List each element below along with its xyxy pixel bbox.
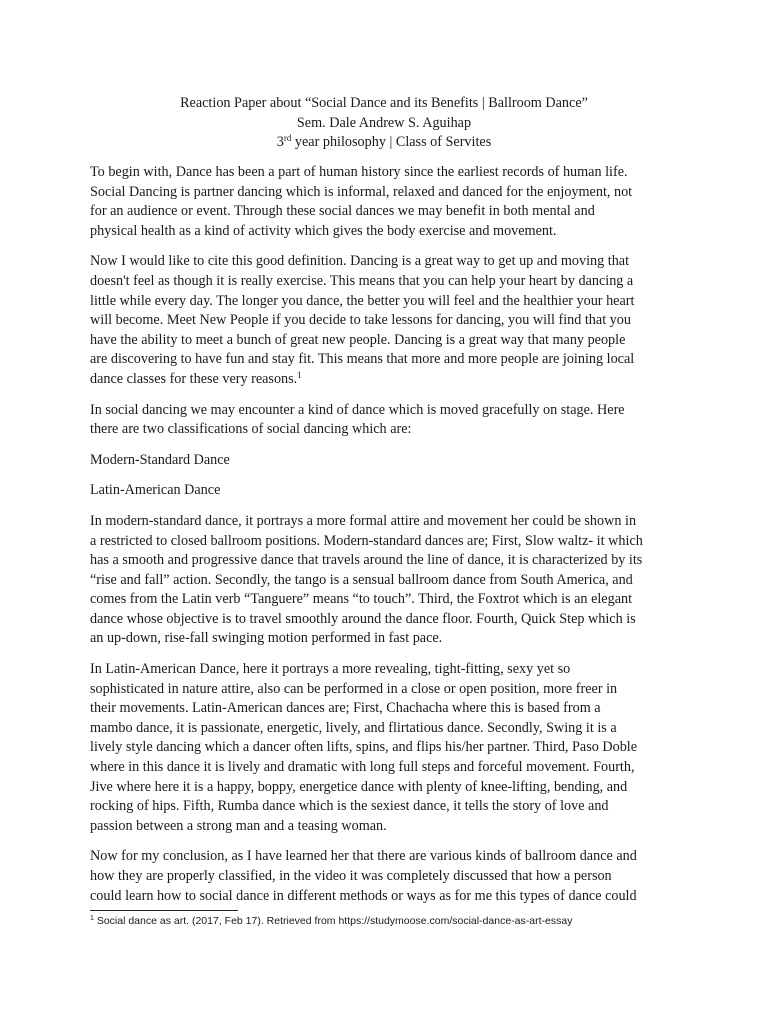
class-info (0, 133, 768, 153)
text-line: In modern-standard dance, it portrays a more formal attire and movement her could be shown in (90, 512, 637, 529)
document-body (90, 163, 680, 917)
text-line: mambo dance, it is passionate, energetic, lively, and flirtatious dance. Secondly, Swing it is a (90, 719, 617, 736)
text-line: In social dancing we may encounter a kind of dance which is moved gracefully on stage. Here (90, 401, 625, 418)
paragraph-conclusion (90, 847, 680, 906)
text-line: To begin with, Dance has been a part of human history since the earliest records of human life. (90, 164, 628, 180)
text-line: could learn how to social dance in different methods or ways as for me this types of dance could (90, 887, 637, 904)
class-ordinal-suffix: rd (283, 133, 292, 143)
text-line: Latin-American Dance (90, 482, 221, 499)
class-rest: year philosophy | Class of Servites (291, 134, 492, 150)
text-line: there are two classifications of social dancing which are: (90, 421, 412, 438)
footnote-marker: 1 (90, 915, 94, 922)
text-line: “rise and fall” action. Secondly, the tango is a sensual ballroom dance from South America, and (90, 571, 633, 588)
author-name: Sem. Dale Andrew S. Aguihap (296, 114, 472, 131)
text-line: Modern-Standard Dance (90, 451, 230, 468)
text-line: Now for my conclusion, as I have learned her that there are various kinds of ballroom dance and (90, 848, 637, 865)
text-line: comes from the Latin verb “Tanguere” means “to touch”. Third, the Foxtrot which is an elegant (90, 591, 633, 608)
text-line: have the ability to meet a bunch of great new people. Dancing is a great way that many people (90, 331, 626, 348)
paragraph-modern-standard (90, 512, 680, 649)
text-line: rocking of hips. Fifth, Rumba dance which is the sexiest dance, it tells the story of love and (90, 798, 609, 815)
footnote-reference[interactable]: 1 (297, 369, 302, 380)
footnote-separator (90, 910, 238, 911)
text-line: sophisticated in nature attire, also can be performed in a close or open position, more freer in (90, 680, 618, 697)
text-line: their movements. Latin-American dances are; First, Chachacha where this is based from a (90, 700, 601, 717)
text-line: little while every day. The longer you dance, the better you will feel and the healthier your heart (90, 292, 635, 309)
text-line: for an audience or event. Through these social dances we may benefit in both mental and (90, 203, 595, 220)
document-header (0, 94, 768, 153)
text-line: physical health as a kind of activity which gives the body exercise and movement. (90, 222, 557, 239)
text-line: where in this dance it is lively and dramatic with long full steps and forceful movement. Fourth, (90, 759, 635, 776)
footnote (90, 914, 572, 928)
text-line: Jive where here it is a happy, boppy, energetice dance with plenty of knee-lifting, bending, and (90, 778, 628, 795)
text-line: doesn't feel as though it is really exercise. This means that you can help your heart by dancing a (90, 272, 634, 289)
paper-title: Reaction Paper about “Social Dance and its Benefits | Ballroom Dance” (180, 95, 588, 111)
text-line: an up-down, rise-fall swinging motion performed in fast pace. (90, 630, 443, 647)
paragraph-latin-american-heading (90, 481, 680, 501)
text-line: how they are properly classified, in the video it was completely discussed that how a person (90, 868, 612, 884)
text-line: has a smooth and progressive dance that travels around the line of dance, it is characterized by its (90, 552, 643, 569)
text-line: will become. Meet New People if you decide to take lessons for dancing, you will find that you (90, 312, 631, 329)
paragraph-intro (90, 163, 680, 241)
text-line: passion between a strong man and a teasing woman. (90, 817, 387, 834)
text-line: lively style dancing which a dancer often lifts, spins, and flips his/her partner. Third, Paso Doble (90, 739, 638, 756)
text-line: Now I would like to cite this good definition. Dancing is a great way to get up and moving that (90, 253, 630, 270)
text-line: In Latin-American Dance, here it portrays a more revealing, tight-fitting, sexy yet so (90, 661, 571, 678)
text-line: dance whose objective is to travel smoothly around the dance floor. Fourth, Quick Step which is (90, 610, 636, 627)
text-line: are discovering to have fun and stay fit. This means that more and more people are joining local (90, 351, 635, 368)
text-line: Social Dancing is partner dancing which is informal, relaxed and danced for the enjoyment, not (90, 183, 633, 200)
paragraph-latin-american (90, 660, 680, 836)
text-line (90, 370, 680, 390)
class-ordinal: 3 (276, 134, 284, 150)
paragraph-definition (90, 252, 680, 389)
paragraph-modern-standard-heading (90, 451, 680, 471)
footnote-text: Social dance as art. (2017, Feb 17). Retrieved from https://studymoose.com/social-dance-as-art-essay (93, 915, 573, 927)
paragraph-classifications (90, 401, 680, 440)
text-line: a restricted to closed ballroom positions. Modern-standard dances are; First, Slow waltz- it which (90, 532, 643, 549)
text-line-content: dance classes for these very reasons. (90, 370, 298, 387)
